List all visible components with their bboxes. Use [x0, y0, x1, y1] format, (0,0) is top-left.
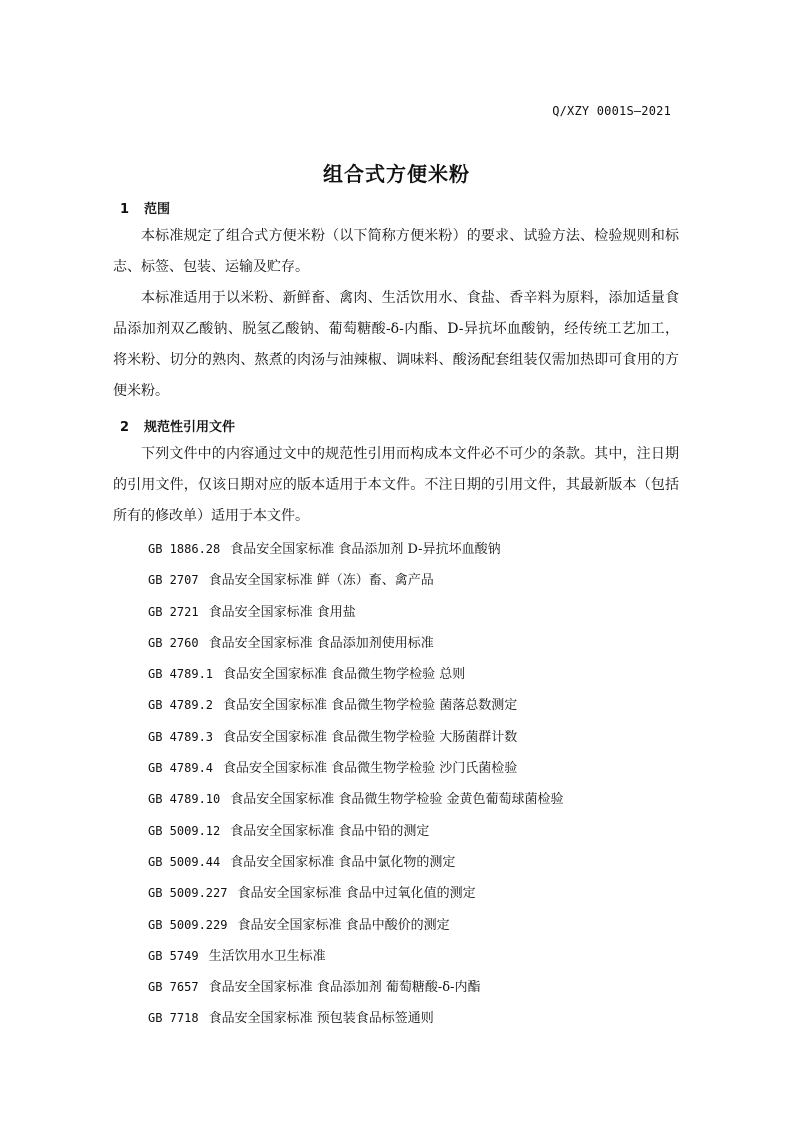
- reference-code: GB 4789.1: [148, 667, 214, 682]
- reference-code: GB 2721: [148, 604, 199, 619]
- reference-item: [148, 693, 564, 724]
- reference-title: 食品安全国家标准 食品中铅的测定: [230, 823, 430, 839]
- reference-code: GB 5009.44: [148, 854, 221, 869]
- reference-item: [148, 662, 564, 693]
- document-code: Q/XZY 0001S—2021: [552, 104, 671, 118]
- reference-item: [148, 850, 564, 881]
- reference-item: [148, 756, 564, 787]
- reference-item: [148, 881, 564, 912]
- reference-title: 食品安全国家标准 食品中过氧化值的测定: [237, 886, 476, 902]
- reference-list: [148, 537, 564, 1038]
- reference-code: GB 2760: [148, 635, 199, 650]
- reference-title: 食品安全国家标准 食品微生物学检验 总则: [223, 667, 466, 683]
- reference-title: 食品安全国家标准 食品添加剂 葡萄糖酸-δ-内酯: [208, 980, 481, 996]
- reference-item: [148, 537, 564, 568]
- section-title: 规范性引用文件: [144, 420, 236, 435]
- reference-item: [148, 819, 564, 850]
- reference-code: GB 4789.10: [148, 792, 221, 807]
- reference-title: 食品安全国家标准 食品添加剂使用标准: [208, 635, 434, 651]
- reference-title: 食品安全国家标准 食品中酸价的测定: [237, 917, 450, 933]
- reference-code: GB 7718: [148, 1011, 199, 1026]
- reference-code: GB 5749: [148, 948, 199, 963]
- reference-title: 食品安全国家标准 食品微生物学检验 金黄色葡萄球菌检验: [230, 792, 564, 808]
- reference-title: 食品安全国家标准 食用盐: [208, 604, 356, 620]
- reference-code: GB 2707: [148, 573, 199, 588]
- reference-title: 食品安全国家标准 鲜（冻）畜、禽产品: [208, 573, 434, 589]
- section-number: 1: [120, 202, 130, 217]
- reference-code: GB 5009.229: [148, 917, 228, 932]
- reference-title: 食品安全国家标准 食品中氯化物的测定: [230, 854, 456, 870]
- reference-code: GB 5009.227: [148, 886, 228, 901]
- reference-title: 食品安全国家标准 食品微生物学检验 大肠菌群计数: [223, 729, 518, 745]
- reference-item: [148, 944, 564, 975]
- section-heading-normative-references: [120, 416, 235, 435]
- reference-code: GB 5009.12: [148, 823, 221, 838]
- document-title: 组合式方便米粉: [323, 162, 470, 186]
- scope-paragraph-1: 本标准规定了组合式方便米粉（以下简称方便米粉）的要求、试验方法、检验规则和标志、标签、包装、运输及贮存。: [113, 228, 679, 275]
- reference-title: 食品安全国家标准 食品添加剂 D-异抗坏血酸钠: [230, 542, 501, 557]
- reference-code: GB 4789.2: [148, 698, 214, 713]
- reference-item: [148, 600, 564, 631]
- reference-title: 食品安全国家标准 预包装食品标签通则: [208, 1011, 434, 1027]
- reference-item: [148, 725, 564, 756]
- reference-code: GB 1886.28: [148, 542, 221, 556]
- reference-item: [148, 975, 564, 1006]
- reference-item: [148, 787, 564, 818]
- section-heading-scope: [120, 198, 170, 217]
- reference-item: [148, 568, 564, 599]
- reference-title: 食品安全国家标准 食品微生物学检验 菌落总数测定: [223, 698, 518, 714]
- reference-item: [148, 631, 564, 662]
- reference-title: 生活饮用水卫生标准: [208, 948, 326, 964]
- scope-paragraph-2: 本标准适用于以米粉、新鲜畜、禽肉、生活饮用水、食盐、香辛料为原料，添加适量食品添加剂双乙酸钠、脱氢乙酸钠、葡萄糖酸-δ-内酯、D-异抗坏血酸钠，经传统工艺加工，将米粉、切分的熟肉、熬煮的肉汤与油辣椒、调味料、酸汤配套组装仅需加热即可食用的方便米粉。: [113, 290, 679, 399]
- reference-code: GB 4789.3: [148, 729, 214, 744]
- reference-item: [148, 913, 564, 944]
- reference-title: 食品安全国家标准 食品微生物学检验 沙门氏菌检验: [223, 761, 518, 777]
- reference-item: [148, 1006, 564, 1037]
- reference-code: GB 4789.4: [148, 761, 214, 776]
- section-title: 范围: [144, 202, 171, 217]
- reference-code: GB 7657: [148, 980, 199, 995]
- references-intro-paragraph: 下列文件中的内容通过文中的规范性引用而构成本文件必不可少的条款。其中，注日期的引用文件，仅该日期对应的版本适用于本文件。不注日期的引用文件，其最新版本（包括所有的修改单）适用于本文件。: [113, 446, 679, 524]
- section-number: 2: [120, 420, 130, 435]
